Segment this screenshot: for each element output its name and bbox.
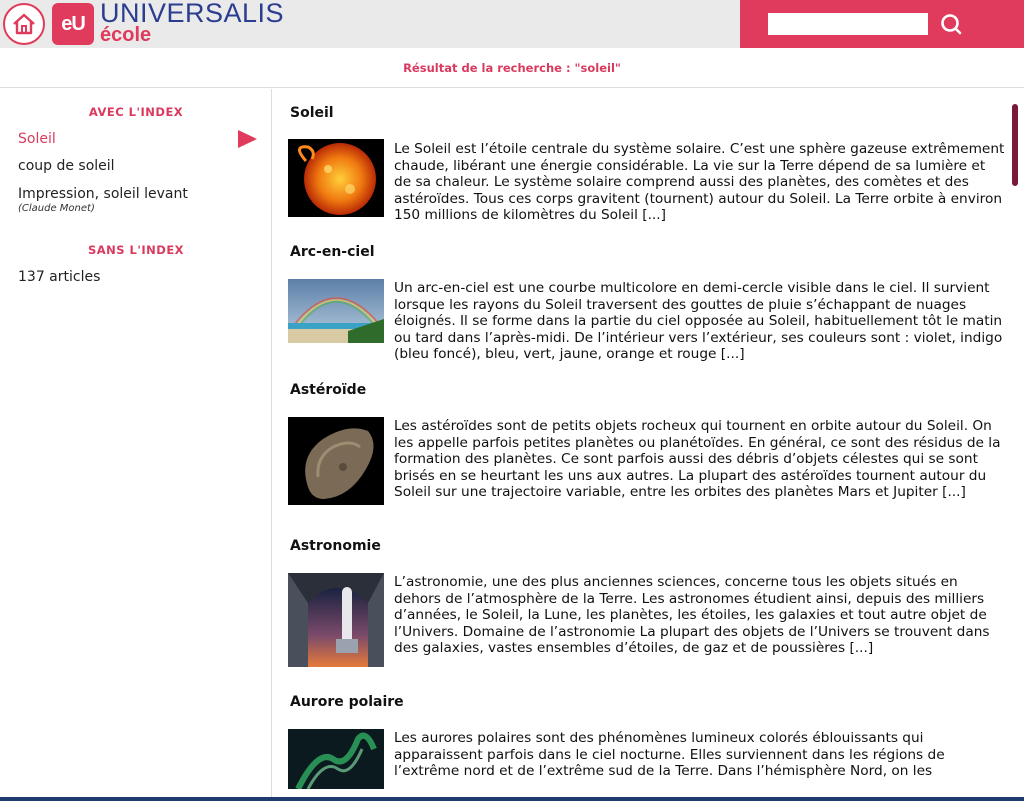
article-image-aurora[interactable] [288,729,384,789]
article-excerpt: L’astronomie, une des plus anciennes sciences, concerne tous les objets situés en dehors de l’atmosphère de la Terre. Les astronomes étudient ainsi, depuis des milliers d’années, le Soleil, la Lune, les planètes, les étoiles, les galaxies et tout autre objet de l’Univers. Domaine de l’astronomie La plupart des objets de l’Univers se trouvent dans des galaxies, vastes ensembles d’étoiles, de gaz et de poussières [...] [394,574,990,657]
active-arrow-icon [238,130,257,148]
results-list [273,89,1024,801]
bottom-divider [0,797,1024,801]
sidebar-item-coup-de-soleil[interactable]: coup de soleil [18,158,115,174]
article-excerpt: Les astéroïdes sont de petits objets rocheux qui tournent en orbite autour du Soleil. On les appelle parfois petites planètes ou planétoïdes. En général, ce sont des résidus de la formation des planètes. Ce sont parfois aussi des débris d’objets célestes qui se sont brisés en se heurtant les uns aux autres. La plupart des astéroïdes tournent autour du Soleil sur une trajectoire variable, entre les orbites des planètes Mars et Jupiter [...] [394,418,1001,501]
article-title[interactable]: Aurore polaire [290,694,404,710]
article-title[interactable]: Arc-en-ciel [290,244,375,260]
logo[interactable] [100,0,284,45]
sidebar-item-author: (Claude Monet) [18,203,95,214]
search-input[interactable] [768,13,928,35]
sidebar [0,89,272,801]
article-title[interactable]: Soleil [290,105,334,121]
search-result-title: Résultat de la recherche : "soleil" [0,48,1024,88]
search-icon[interactable] [940,13,962,35]
search-bar [740,0,1024,48]
scrollbar[interactable] [1012,104,1018,186]
sidebar-item-impression-soleil-levant[interactable]: Impression, soleil levant [18,186,188,202]
home-icon [10,10,38,38]
logo-title: UNIVERSALIS [100,0,285,28]
article-image-sun[interactable] [288,139,384,217]
article-excerpt: Les aurores polaires sont des phénomènes lumineux colorés éblouissants qui apparaissent parfois dans le ciel nocturne. Elles surviennent dans les régions de l’extrême nord et de l’extrême sud de la Terre. Dans l’hémisphère Nord, on les [394,730,945,780]
article-image-rainbow[interactable] [288,279,384,343]
sidebar-item-soleil[interactable]: Soleil [18,131,56,147]
with-index-heading: AVEC L'INDEX [88,105,184,119]
article-image-astronomy[interactable] [288,573,384,667]
article-excerpt: Un arc-en-ciel est une courbe multicolore en demi-cercle visible dans le ciel. Il survient lorsque les rayons du Soleil traversent des gouttes de pluie s’échappant de nuages éloignés. Il se forme dans la partie du ciel opposée au Soleil, habituellement tôt le matin ou tard dans l’après-midi. De l’intérieur vers l’extérieur, ses couleurs sont : violet, indigo (bleu foncé), bleu, vert, jaune, orange et rouge [...] [394,280,1003,363]
without-index-heading: SANS L'INDEX [87,243,185,257]
header [0,0,1024,48]
article-title[interactable]: Astéroïde [290,382,367,398]
article-image-asteroid[interactable] [288,417,384,505]
article-excerpt: Le Soleil est l’étoile centrale du système solaire. C’est une sphère gazeuse extrêmement chaude, libérant une énergie considérable. La vie sur la Terre dépend de sa lumière et de sa chaleur. Le système solaire comprend aussi des planètes, des comètes et des astéroïdes. Tous ces corps gravitent (tournent) autour du Soleil. La Terre orbite à environ 150 millions de kilomètres du Soleil [...] [394,141,1005,224]
home-button[interactable] [3,3,45,45]
sidebar-item-articles-count[interactable]: 137 articles [18,269,101,285]
logo-subtitle: école [100,24,152,46]
article-title[interactable]: Astronomie [290,538,381,554]
logo-badge: eU [52,3,94,45]
